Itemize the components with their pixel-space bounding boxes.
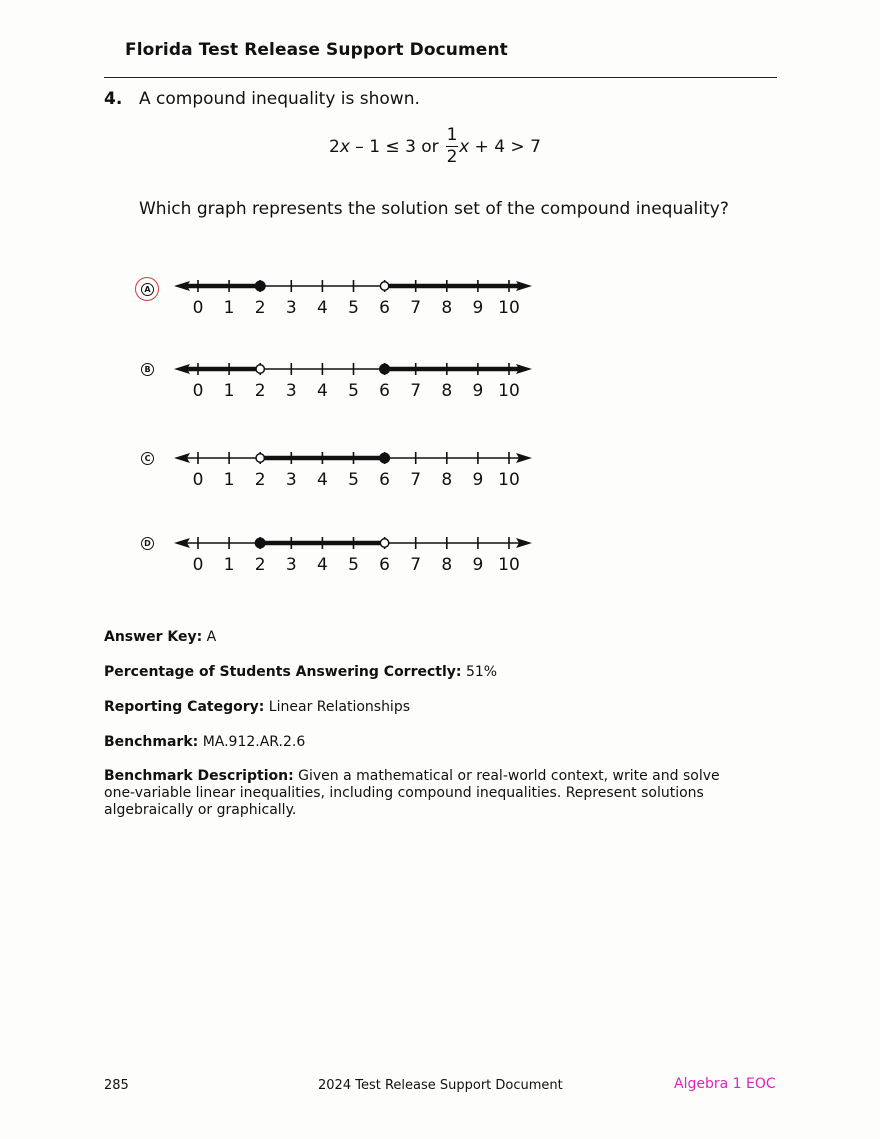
tick-label: 7 bbox=[410, 298, 422, 318]
benchmark-value: MA.912.AR.2.6 bbox=[198, 734, 306, 750]
question-stem: A compound inequality is shown. bbox=[139, 89, 420, 109]
tick-label: 7 bbox=[410, 555, 422, 575]
tick-label: 4 bbox=[316, 298, 328, 318]
tick-label: 8 bbox=[441, 381, 453, 401]
benchmark-description bbox=[104, 768, 744, 819]
closed-endpoint bbox=[380, 453, 390, 463]
document-title: Florida Test Release Support Document bbox=[125, 40, 508, 60]
benchmark-description-label: Benchmark Description: bbox=[104, 768, 294, 784]
option-c-letter[interactable]: C bbox=[141, 452, 154, 465]
tick-label: 10 bbox=[498, 555, 520, 575]
tick-label: 6 bbox=[379, 381, 391, 401]
tick-label: 1 bbox=[223, 470, 235, 490]
tick-label: 8 bbox=[441, 555, 453, 575]
tick-label: 6 bbox=[379, 555, 391, 575]
tick-label: 6 bbox=[379, 298, 391, 318]
tick-label: 8 bbox=[441, 298, 453, 318]
compound-inequality bbox=[329, 127, 541, 166]
question-prompt: Which graph represents the solution set of the compound inequality? bbox=[139, 199, 729, 219]
tick-label: 0 bbox=[192, 381, 204, 401]
page-number: 285 bbox=[104, 1078, 129, 1093]
benchmark-label: Benchmark: bbox=[104, 734, 199, 750]
option-b-letter[interactable]: B bbox=[141, 363, 154, 376]
eq-part1: 2 bbox=[329, 136, 340, 157]
tick-label: 4 bbox=[316, 555, 328, 575]
percent-correct-value: 51% bbox=[461, 664, 498, 680]
option-a-number-line[interactable] bbox=[170, 270, 540, 320]
open-endpoint bbox=[256, 365, 264, 373]
tick-label: 9 bbox=[472, 470, 484, 490]
reporting-category-label: Reporting Category: bbox=[104, 699, 265, 715]
option-b-number-line[interactable] bbox=[170, 353, 540, 403]
tick-label: 2 bbox=[254, 470, 266, 490]
tick-label: 2 bbox=[254, 298, 266, 318]
tick-label: 5 bbox=[348, 298, 359, 318]
tick-label: 9 bbox=[472, 298, 484, 318]
tick-label: 3 bbox=[285, 381, 297, 401]
tick-label: 3 bbox=[285, 555, 297, 575]
option-c-number-line[interactable] bbox=[170, 442, 540, 492]
tick-label: 5 bbox=[348, 555, 359, 575]
tick-label: 0 bbox=[192, 470, 204, 490]
tick-label: 7 bbox=[410, 470, 422, 490]
tick-label: 10 bbox=[498, 470, 520, 490]
open-endpoint bbox=[380, 539, 388, 547]
footer-center-text: 2024 Test Release Support Document bbox=[318, 1078, 563, 1093]
tick-label: 5 bbox=[348, 381, 359, 401]
tick-label: 5 bbox=[348, 470, 359, 490]
question-number: 4. bbox=[104, 89, 123, 109]
tick-label: 4 bbox=[316, 381, 328, 401]
tick-label: 0 bbox=[192, 298, 204, 318]
answer-key-label: Answer Key: bbox=[104, 629, 203, 645]
answer-key-value: A bbox=[202, 629, 217, 645]
tick-label: 9 bbox=[472, 381, 484, 401]
tick-label: 1 bbox=[223, 381, 235, 401]
tick-label: 9 bbox=[472, 555, 484, 575]
option-d-letter[interactable]: D bbox=[141, 537, 154, 550]
eq-var2: x bbox=[459, 136, 470, 157]
tick-label: 2 bbox=[254, 555, 266, 575]
tick-label: 10 bbox=[498, 381, 520, 401]
benchmark bbox=[104, 734, 754, 751]
benchmark-description-value: Given a mathematical or real-world context, write and solve one-variable linear inequalities, including compound inequalities. Represent solutions algebraically or graphically. bbox=[104, 768, 720, 818]
tick-label: 10 bbox=[498, 298, 520, 318]
tick-label: 4 bbox=[316, 470, 328, 490]
answer-key bbox=[104, 629, 754, 646]
option-d-number-line[interactable] bbox=[170, 527, 540, 577]
tick-label: 2 bbox=[254, 381, 266, 401]
tick-label: 8 bbox=[441, 470, 453, 490]
closed-endpoint bbox=[380, 364, 390, 374]
percent-correct-label: Percentage of Students Answering Correctly: bbox=[104, 664, 462, 680]
closed-endpoint bbox=[255, 538, 265, 548]
tick-label: 7 bbox=[410, 381, 422, 401]
open-endpoint bbox=[256, 454, 264, 462]
fraction-one-half bbox=[446, 127, 458, 166]
reporting-category-value: Linear Relationships bbox=[264, 699, 411, 715]
fraction-numerator: 1 bbox=[446, 125, 458, 145]
eq-part3: + 4 > 7 bbox=[469, 136, 541, 157]
tick-label: 3 bbox=[285, 470, 297, 490]
tick-label: 1 bbox=[223, 298, 235, 318]
footer-course-label: Algebra 1 EOC bbox=[674, 1076, 776, 1092]
tick-label: 1 bbox=[223, 555, 235, 575]
option-a-letter[interactable]: A bbox=[141, 283, 154, 296]
closed-endpoint bbox=[255, 281, 265, 291]
tick-label: 3 bbox=[285, 298, 297, 318]
fraction-denominator: 2 bbox=[446, 147, 458, 167]
eq-var1: x bbox=[339, 136, 350, 157]
eq-part2: – 1 ≤ 3 or bbox=[349, 136, 445, 157]
header-divider bbox=[104, 77, 777, 78]
reporting-category bbox=[104, 699, 754, 716]
tick-label: 6 bbox=[379, 470, 391, 490]
tick-label: 0 bbox=[192, 555, 204, 575]
open-endpoint bbox=[380, 282, 388, 290]
percent-correct bbox=[104, 664, 754, 681]
